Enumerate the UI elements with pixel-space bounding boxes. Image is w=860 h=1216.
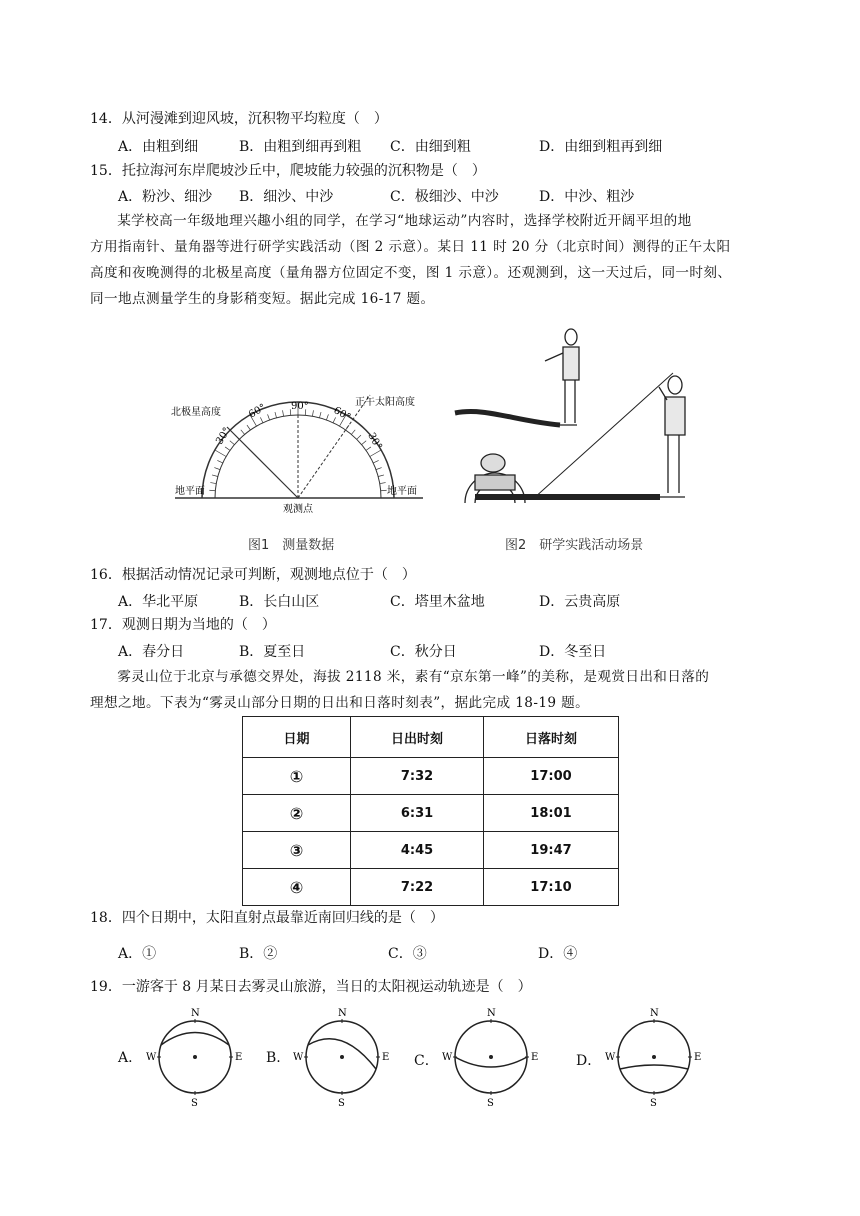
q18-option-c: C．③ [388,946,427,962]
horizon-left-label: 地平面 [175,486,205,497]
protractor-tick [366,447,371,450]
protractor-tick [217,460,222,463]
q14-option-b: B．由粗到细再到粗 [239,139,362,155]
cell-sunrise: 4:45 [351,832,484,869]
table-row [243,758,619,795]
compass-n: N [338,1008,347,1019]
compass-e: E [382,1052,390,1063]
cell-sunset: 18:01 [484,795,619,832]
sun-path-diagram-c [442,1008,538,1109]
q16-stem: 16．根据活动情况记录可判断，观测地点位于（ ） [90,567,416,583]
q19-sun-path-diagrams [140,1005,740,1110]
q15-option-d: D．中沙、粗沙 [539,189,635,205]
compass-n: N [487,1008,496,1019]
passage-line: 雾灵山位于北京与承德交界处，海拔 2118 米，素有“京东第一峰”的美称，是观赏日出和日落的 [117,669,710,685]
sun-altitude-label: 正午太阳高度 [355,397,415,408]
q18-option-b: B．② [239,946,278,962]
cell-sunset: 19:47 [484,832,619,869]
cell-sunrise: 7:22 [351,869,484,906]
cell-sunrise: 6:31 [351,795,484,832]
compass-w: W [442,1052,453,1063]
q19-option-d-label: D． [576,1053,602,1069]
protractor-tick [357,435,361,439]
protractor-tick [247,425,250,430]
q19-stem: 19．一游客于 8 月某日去雾灵山旅游，当日的太阳视运动轨迹是（ ） [90,979,532,995]
q15-option-b: B．细沙、中沙 [239,189,334,205]
passage-16-17 [90,208,774,312]
tick-label-30-right: 30° [365,431,384,452]
q19-option-c-label: C． [414,1053,439,1069]
compass-w: W [293,1052,304,1063]
cell-date: ③ [243,832,351,869]
protractor-tick [351,430,355,435]
compass-w: W [146,1052,157,1063]
cell-sunset: 17:00 [484,758,619,795]
cell-date: ② [243,795,351,832]
cell-sunset: 17:10 [484,869,619,906]
passage-line: 理想之地。下表为“雾灵山部分日期的日出和日落时刻表”，据此完成 18-19 题。 [90,695,590,711]
protractor-tick [241,430,245,435]
protractor-tick [275,412,277,418]
compass-s: S [487,1098,494,1109]
polaris-label: 北极星高度 [171,407,221,418]
table-header-row [243,717,619,758]
protractor-tick [378,475,384,477]
q17-option-a: A．春分日 [118,644,185,660]
compass-n: N [191,1008,200,1019]
table-row [243,869,619,906]
protractor-tick [260,417,263,422]
q18-option-a: A．① [118,946,157,962]
protractor-tick [312,410,313,416]
q14-stem: 14．从河漫滩到迎风坡，沉积物平均粒度（ ） [90,111,388,127]
sun-path-diagram-a [146,1008,242,1109]
tick-label-60-left: 60° [247,402,268,421]
q14-option-a: A．由粗到细 [118,139,199,155]
protractor-tick [225,447,230,450]
student-figure-upper [545,329,579,425]
q16-option-c: C．塔里木盆地 [390,594,485,610]
protractor-tick [283,410,284,416]
shadow-upper [455,412,560,425]
cell-date: ① [243,758,351,795]
q14-option-c: C．由细到粗 [390,139,471,155]
q18-stem: 18．四个日期中，太阳直射点最靠近南回归线的是（ ） [90,910,444,926]
protractor-tick [333,417,336,422]
protractor-tick [381,490,387,491]
figure2-field-scene [445,325,705,515]
compass-n: N [650,1008,659,1019]
q17-option-c: C．秋分日 [390,644,457,660]
header-date: 日期 [243,717,351,758]
compass-e: E [235,1052,243,1063]
header-sunset: 日落时刻 [484,717,619,758]
q15-stem: 15．托拉海河东岸爬坡沙丘中，爬坡能力较强的沉积物是（ ） [90,163,486,179]
passage-line: 同一地点测量学生的身影稍变短。据此完成 16-17 题。 [90,291,435,307]
tick-label-90: 90° [291,401,309,412]
q16-option-a: A．华北平原 [118,594,199,610]
protractor-tick [212,475,218,477]
passage-18-19 [90,664,774,716]
q17-option-b: B．夏至日 [239,644,306,660]
sight-line [533,373,673,499]
protractor-tick [235,435,239,439]
figure1-protractor-diagram [165,385,430,520]
cell-date: ④ [243,869,351,906]
student-figure-lower [659,376,685,497]
compass-e: E [531,1052,539,1063]
passage-line: 高度和夜晚测得的北极星高度（量角器方位固定不变，图 1 示意）。还观测到，这一天过后，同一时刻、 [90,265,732,281]
table-row [243,832,619,869]
q19-option-b-label: B. [266,1050,281,1066]
figure2-caption: 图2 研学实践活动场景 [505,538,644,553]
q18-option-d: D．④ [538,946,578,962]
compass-s: S [191,1098,198,1109]
protractor-tick [210,483,216,484]
protractor-tick [326,414,328,420]
compass-s: S [650,1098,657,1109]
q16-option-b: B．长白山区 [239,594,320,610]
compass-s: S [338,1098,345,1109]
protractor-tick [230,441,235,445]
q14-option-d: D．由细到粗再到细 [539,139,663,155]
protractor-tick [346,425,349,430]
tick-label-60-right: 60° [331,405,353,424]
protractor-tick [215,450,226,457]
observation-point-label: 观测点 [283,504,313,515]
tick-label-30-left: 30° [214,425,233,447]
protractor-tick [214,468,220,470]
protractor-tick [268,414,270,420]
q16-option-d: D．云贵高原 [539,594,621,610]
q15-option-a: A．粉沙、细沙 [118,189,213,205]
q17-stem: 17．观测日期为当地的（ ） [90,617,276,633]
protractor-tick [380,483,386,484]
table-row [243,795,619,832]
figure1-caption: 图1 测量数据 [248,538,335,553]
protractor-tick [209,490,215,491]
sun-path-diagram-b [293,1008,389,1109]
passage-line: 某学校高一年级地理兴趣小组的同学，在学习“地球运动”内容时，选择学校附近开阔平坦的地 [117,213,692,229]
sunrise-sunset-table [242,716,619,906]
sun-path-diagram-d [605,1008,701,1109]
compass-w: W [605,1052,616,1063]
header-sunrise: 日出时刻 [351,717,484,758]
cell-sunrise: 7:32 [351,758,484,795]
horizon-right-label: 地平面 [387,486,417,497]
protractor-tick [373,460,378,463]
compass-e: E [694,1052,702,1063]
protractor-tick [362,441,367,445]
passage-line: 方用指南针、量角器等进行研学实践活动（图 2 示意）。某日 11 时 20 分（北京时间）测得的正午太阳 [90,239,731,255]
protractor-tick [319,412,321,418]
q15-option-c: C．极细沙、中沙 [390,189,499,205]
q17-option-d: D．冬至日 [539,644,607,660]
protractor-tick [376,468,382,470]
q19-option-a-label: A. [118,1050,133,1066]
